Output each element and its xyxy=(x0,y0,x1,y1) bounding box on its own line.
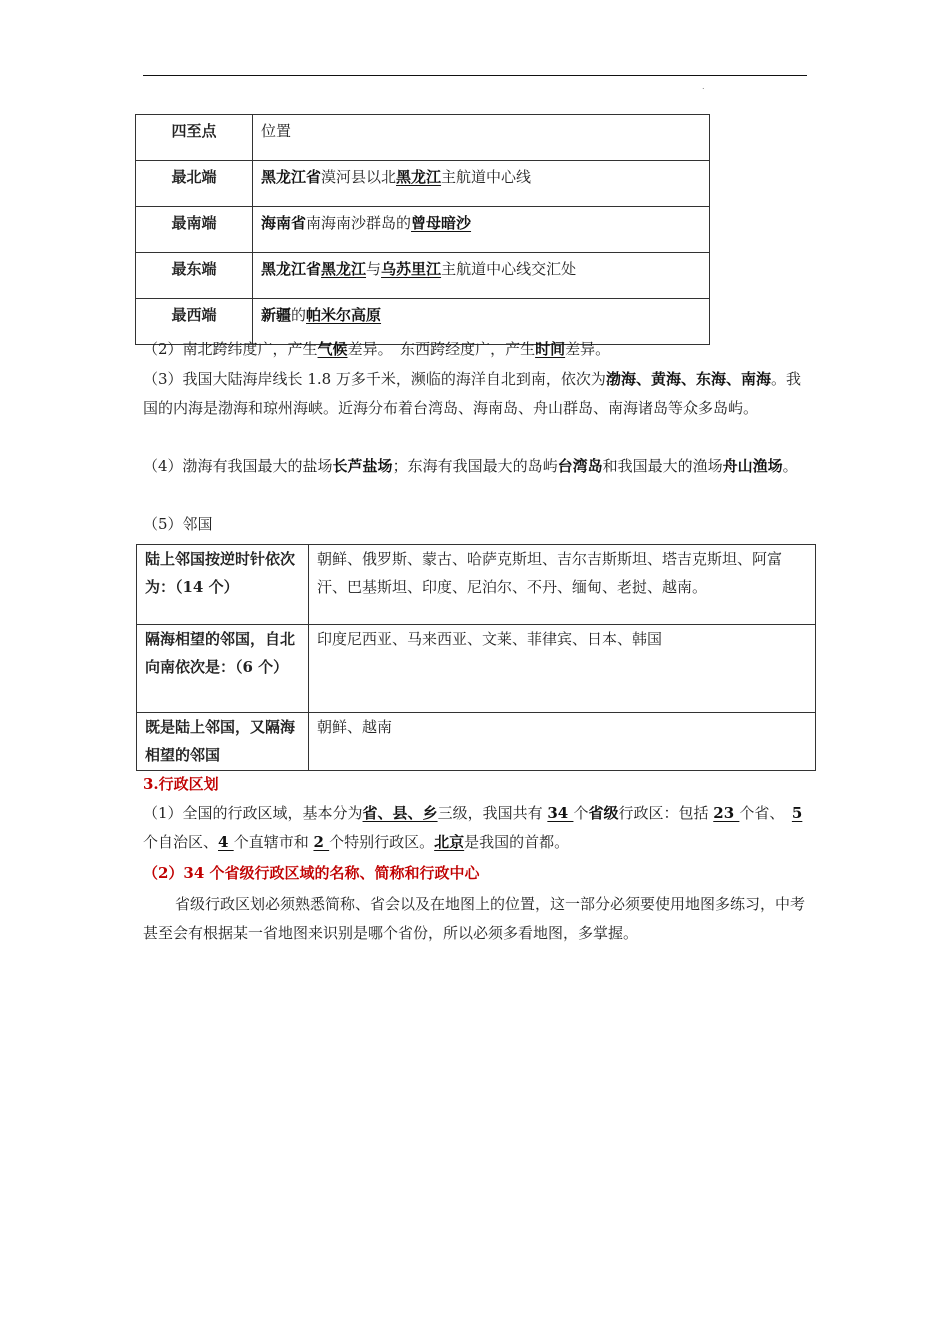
text-run: （5）邻国 xyxy=(143,515,213,533)
row-label: 隔海相望的邻国，自北向南依次是：（6 个） xyxy=(137,625,309,713)
text-run: 漠河县以北 xyxy=(321,168,397,186)
table-row xyxy=(137,713,816,771)
table-row xyxy=(136,115,710,161)
header-rule xyxy=(143,75,807,76)
section-title: 3.行政区划 xyxy=(143,775,219,793)
text-run: 主航道中心线 xyxy=(441,168,532,186)
header-dot: . xyxy=(702,82,705,91)
row-label: 最西端 xyxy=(136,299,253,345)
text-run: 。我国的内海是渤海和琼州海峡。近海分布着台湾岛、海南岛、舟山群岛、南海诸岛等众多岛屿。 xyxy=(143,370,801,417)
text-run: 个特别行政区。 xyxy=(329,833,435,851)
row-label: 最东端 xyxy=(136,253,253,299)
row-label: 陆上邻国按逆时针依次为：（14 个） xyxy=(137,545,309,625)
text-run: 与 xyxy=(366,260,382,278)
row-value xyxy=(253,207,710,253)
text-run: 台湾岛 xyxy=(557,457,603,475)
text-run: 个直辖市和 xyxy=(233,833,314,851)
text-run: 个 xyxy=(573,804,589,822)
text-run: 2 xyxy=(313,833,330,851)
table-row xyxy=(137,625,816,713)
text-run: 乌苏里江 xyxy=(381,260,442,278)
text-run: 个自治区、 xyxy=(143,833,219,851)
text-run: （3）我国大陆海岸线长 1.8 万多千米，濒临的海洋自北到南，依次为 xyxy=(143,370,606,388)
text-run: 新疆 xyxy=(261,306,292,324)
text-run: 是我国的首都。 xyxy=(464,833,570,851)
paragraph-neighbors-heading xyxy=(143,510,811,539)
row-label: 最北端 xyxy=(136,161,253,207)
text-run: 。 xyxy=(782,457,798,475)
text-run: 主航道中心线交汇处 xyxy=(441,260,577,278)
text-run: 舟山渔场 xyxy=(722,457,783,475)
paragraph-study-note: 省级行政区划必须熟悉简称、省会以及在地图上的位置，这一部分必须要使用地图多练习，中考甚至会有根据某一省地图来识别是哪个省份，所以必须多看地图，多掌握。 xyxy=(143,895,806,942)
text-run: （2）南北跨纬度广，产生 xyxy=(143,340,318,358)
text-run: 黑龙江省 xyxy=(261,260,322,278)
header-cell-position: 位置 xyxy=(253,115,710,161)
text-run: 黑龙江 xyxy=(396,168,442,186)
text-run: 南海南沙群岛的 xyxy=(306,214,412,232)
row-value xyxy=(253,161,710,207)
text-run: 北京 xyxy=(434,833,465,851)
text-run: 行政区：包括 xyxy=(618,804,714,822)
text-run: 省、县、乡 xyxy=(362,804,438,822)
text-run: 和我国最大的渔场 xyxy=(602,457,723,475)
text-run: 海南省 xyxy=(261,214,307,232)
table-row xyxy=(137,545,816,625)
row-value xyxy=(253,253,710,299)
text-run: （4）渤海有我国最大的盐场 xyxy=(143,457,333,475)
row-value: 朝鲜、越南 xyxy=(309,713,816,771)
text-run: 差异。 东西跨经度广，产生 xyxy=(347,340,536,358)
row-value: 印度尼西亚、马来西亚、文莱、菲律宾、日本、韩国 xyxy=(309,625,816,713)
text-run: 曾母暗沙 xyxy=(411,214,472,232)
text-run: 省级 xyxy=(588,804,619,822)
section-subtitle: （2）34 个省级行政区域的名称、简称和行政中心 xyxy=(143,864,480,882)
paragraph-admin-divisions xyxy=(143,799,811,857)
text-run: 渤海、黄海、东海、南海 xyxy=(605,370,771,388)
text-run: 34 xyxy=(547,804,574,822)
table-row xyxy=(136,161,710,207)
text-run: （1）全国的行政区域，基本分为 xyxy=(143,804,363,822)
header-cell-label: 四至点 xyxy=(136,115,253,161)
text-run: 差异。 xyxy=(565,340,611,358)
neighbors-table xyxy=(136,544,816,771)
table-row xyxy=(136,253,710,299)
text-run: ；东海有我国最大的岛屿 xyxy=(392,457,558,475)
paragraph-salt-fishery xyxy=(143,452,811,481)
table-row xyxy=(136,207,710,253)
text-run: 黑龙江省 xyxy=(261,168,322,186)
text-run: 黑龙江 xyxy=(321,260,367,278)
text-run: 23 xyxy=(713,804,740,822)
row-label: 既是陆上邻国，又隔海相望的邻国 xyxy=(137,713,309,771)
text-run: 的 xyxy=(291,306,307,324)
text-run: 时间 xyxy=(535,340,566,358)
row-value: 朝鲜、俄罗斯、蒙古、哈萨克斯坦、吉尔吉斯斯坦、塔吉克斯坦、阿富汗、巴基斯坦、印度、尼泊尔、不丹、缅甸、老挝、越南。 xyxy=(309,545,816,625)
text-run: 帕米尔高原 xyxy=(306,306,382,324)
text-run: 长芦盐场 xyxy=(332,457,393,475)
paragraph-climate-time xyxy=(143,335,811,364)
text-run: 个省、 xyxy=(739,804,792,822)
row-label: 最南端 xyxy=(136,207,253,253)
extremes-table xyxy=(135,114,710,345)
text-run: 气候 xyxy=(317,340,348,358)
paragraph-coastline xyxy=(143,365,811,423)
text-run: 三级，我国共有 xyxy=(437,804,548,822)
text-run: 4 xyxy=(218,833,234,851)
text-run: 5 xyxy=(791,804,803,822)
